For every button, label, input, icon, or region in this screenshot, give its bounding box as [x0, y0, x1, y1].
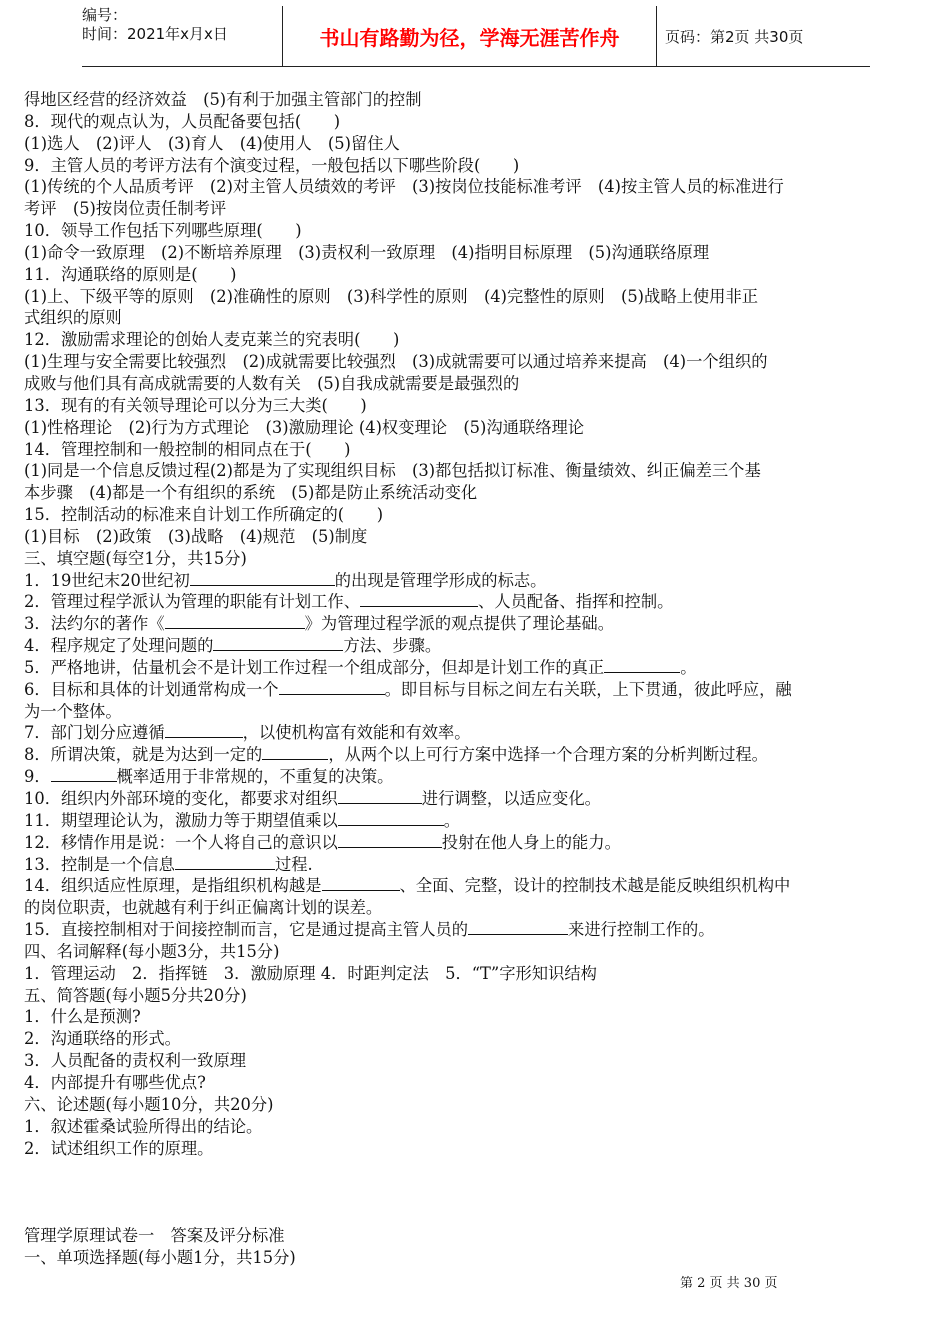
- page-footer: 第 2 页 共 30 页: [680, 1276, 778, 1291]
- fill-in-blank: [279, 679, 385, 695]
- time-label: 时间：2021年x月x日: [82, 25, 228, 43]
- fill-in-blank: [190, 570, 335, 586]
- fill-in-blank: [51, 766, 117, 782]
- text-line: [24, 810, 930, 832]
- text-line: [24, 1006, 930, 1028]
- text-line: [24, 832, 930, 854]
- line-text: 3．法约尔的著作《: [24, 614, 165, 634]
- text-line: [24, 701, 930, 723]
- line-text: (1)生理与安全需要比较强烈 (2)成就需要比较强烈 (3)成就需要可以通过培养来提高 (4)一个组织的: [24, 352, 768, 372]
- line-text: 4．内部提升有哪些优点?: [24, 1072, 206, 1092]
- fill-in-blank: [338, 832, 442, 848]
- line-text: 11．沟通联络的原则是( ): [24, 264, 237, 284]
- line-text: 8．所谓决策，就是为达到一定的: [24, 745, 263, 765]
- text-line: [24, 1072, 930, 1094]
- line-text: 2．沟通联络的形式。: [24, 1029, 181, 1049]
- line-text: 12．移情作用是说：一个人将自己的意识以: [24, 832, 338, 852]
- header-divider: [656, 6, 657, 66]
- fill-in-blank: [165, 613, 305, 629]
- text-line: [24, 264, 930, 286]
- line-text-after-blank: 方法、步骤。: [343, 636, 442, 656]
- line-text: (1)选人 (2)评人 (3)育人 (4)使用人 (5)留住人: [24, 133, 400, 153]
- text-line: [24, 744, 930, 766]
- text-line: [24, 1094, 930, 1116]
- line-text: 为一个整体。: [24, 701, 122, 721]
- text-line: [24, 1116, 930, 1138]
- text-line: [24, 133, 930, 155]
- line-text: 9．主管人员的考评方法有个演变过程，一般包括以下哪些阶段( ): [24, 155, 520, 175]
- text-line: [24, 1225, 930, 1247]
- text-line: [24, 1247, 930, 1269]
- fill-in-blank: [322, 875, 400, 891]
- text-line: [24, 198, 930, 220]
- text-line: [24, 89, 930, 111]
- text-line: [24, 111, 930, 133]
- text-line: [24, 897, 930, 919]
- line-text: 管理学原理试卷一 答案及评分标准: [24, 1225, 285, 1245]
- line-text: 4．程序规定了处理问题的: [24, 636, 214, 656]
- line-text: 10．领导工作包括下列哪些原理( ): [24, 221, 302, 241]
- line-text-after-blank: 。: [680, 657, 697, 677]
- text-line: [24, 766, 930, 788]
- blank-line: [24, 1181, 930, 1203]
- text-line: [24, 1050, 930, 1072]
- line-text: 9．: [24, 767, 51, 787]
- fill-in-blank: [175, 854, 275, 870]
- line-text: 7．部门划分应遵循: [24, 723, 165, 743]
- line-text: 六、论述题(每小题10分，共20分): [24, 1094, 274, 1114]
- text-line: [24, 941, 930, 963]
- text-line: [24, 722, 930, 744]
- line-text: 6．目标和具体的计划通常构成一个: [24, 679, 279, 699]
- blank-line: [24, 1159, 930, 1181]
- line-text: 1．19世纪末20世纪初: [24, 570, 190, 590]
- line-text: (1)命令一致原理 (2)不断培养原理 (3)责权利一致原理 (4)指明目标原理 (5)沟通联络原理: [24, 242, 710, 262]
- text-line: [24, 548, 930, 570]
- text-line: [24, 854, 930, 876]
- fill-in-blank: [165, 722, 243, 738]
- line-text: 14．组织适应性原理，是指组织机构越是: [24, 876, 322, 896]
- text-line: [24, 417, 930, 439]
- line-text-after-blank: 、人员配备、指挥和控制。: [478, 592, 674, 612]
- line-text: (1)目标 (2)政策 (3)战略 (4)规范 (5)制度: [24, 526, 368, 546]
- line-text: 四、名词解释(每小题3分，共15分): [24, 941, 280, 961]
- line-text: 5．严格地讲，估量机会不是计划工作过程一个组成部分，但却是计划工作的真正: [24, 657, 605, 677]
- header-motto: 书山有路勤为径，学海无涯苦作舟: [319, 25, 620, 50]
- text-line: [24, 919, 930, 941]
- text-line: [24, 482, 930, 504]
- page-header: [82, 6, 870, 67]
- line-text: (1)上、下级平等的原则 (2)准确性的原则 (3)科学性的原则 (4)完整性的原则 (5)战略上使用非正: [24, 286, 759, 306]
- document-body: [24, 89, 930, 1269]
- text-line: [24, 286, 930, 308]
- text-line: [24, 176, 930, 198]
- line-text: 成败与他们具有高成就需要的人数有关 (5)自我成就需要是最强烈的: [24, 373, 520, 393]
- line-text-after-blank: ，以使机构富有效能和有效率。: [242, 723, 471, 743]
- line-text-after-blank: 过程.: [274, 854, 313, 874]
- line-text: 1．叙述霍桑试验所得出的结论。: [24, 1116, 263, 1136]
- line-text: 1．什么是预测?: [24, 1007, 141, 1027]
- line-text: 三、填空题(每空1分，共15分): [24, 548, 247, 568]
- line-text-after-blank: 进行调整，以适应变化。: [421, 789, 601, 808]
- text-line: [24, 635, 930, 657]
- line-text: 的岗位职责，也就越有利于纠正偏离计划的误差。: [24, 898, 383, 918]
- text-line: [24, 657, 930, 679]
- fill-in-blank: [338, 810, 444, 826]
- line-text: 15．控制活动的标准来自计划工作所确定的( ): [24, 505, 384, 525]
- text-line: [24, 373, 930, 395]
- fill-in-blank: [360, 591, 478, 607]
- text-line: [24, 788, 930, 810]
- line-text: 一、单项选择题(每小题1分，共15分): [24, 1247, 296, 1267]
- text-line: [24, 460, 930, 482]
- text-line: [24, 439, 930, 461]
- line-text-after-blank: 》为管理过程学派的观点提供了理论基础。: [304, 614, 614, 634]
- line-text: 五、简答题(每小题5分共20分): [24, 985, 247, 1005]
- text-line: [24, 220, 930, 242]
- line-text: 8．现代的观点认为，人员配备要包括( ): [24, 111, 341, 131]
- line-text: 得地区经营的经济效益 (5)有利于加强主管部门的控制: [24, 90, 422, 109]
- line-text-after-blank: ，从两个以上可行方案中选择一个合理方案的分析判断过程。: [328, 745, 768, 765]
- line-text: (1)传统的个人品质考评 (2)对主管人员绩效的考评 (3)按岗位技能标准考评 (4)按主管人员的标准进行: [24, 177, 784, 197]
- line-text: 3．人员配备的责权利一致原理: [24, 1051, 247, 1071]
- line-text-after-blank: 投射在他人身上的能力。: [441, 832, 621, 852]
- text-line: [24, 985, 930, 1007]
- line-text: 14．管理控制和一般控制的相同点在于( ): [24, 439, 351, 459]
- text-line: [24, 1138, 930, 1160]
- line-text: 11．期望理论认为，激励力等于期望值乘以: [24, 810, 338, 830]
- line-text: 2．管理过程学派认为管理的职能有计划工作、: [24, 592, 360, 612]
- line-text: 本步骤 (4)都是一个有组织的系统 (5)都是防止系统活动变化: [24, 483, 478, 503]
- text-line: [24, 351, 930, 373]
- line-text: 12．激励需求理论的创始人麦克莱兰的究表明( ): [24, 330, 400, 350]
- text-line: [24, 526, 930, 548]
- text-line: [24, 613, 930, 635]
- header-meta: [82, 6, 282, 66]
- fill-in-blank: [262, 744, 328, 760]
- line-text-after-blank: 。即目标与目标之间左右关联，上下贯通，彼此呼应，融: [384, 679, 792, 699]
- fill-in-blank: [213, 635, 343, 651]
- blank-line: [24, 1203, 930, 1225]
- text-line: [24, 242, 930, 264]
- text-line: [24, 875, 930, 897]
- header-page-info: 页码：第2页 共30页: [665, 27, 804, 46]
- line-text: (1)性格理论 (2)行为方式理论 (3)激励理论 (4)权变理论 (5)沟通联络理论: [24, 417, 585, 437]
- code-label: 编号：: [82, 6, 128, 24]
- text-line: [24, 329, 930, 351]
- line-text-after-blank: 。: [443, 810, 461, 830]
- text-line: [24, 155, 930, 177]
- line-text-after-blank: 来进行控制工作的。: [568, 920, 715, 940]
- line-text: (1)同是一个信息反馈过程(2)都是为了实现组织目标 (3)都包括拟订标准、衡量绩效、纠正偏差三个基: [24, 461, 761, 481]
- line-text-after-blank: 的出现是管理学形成的标志。: [334, 570, 547, 590]
- line-text: 13．控制是一个信息: [24, 854, 175, 874]
- text-line: [24, 1028, 930, 1050]
- line-text: 2．试述组织工作的原理。: [24, 1138, 214, 1158]
- text-line: [24, 570, 930, 592]
- line-text: 15．直接控制相对于间接控制而言，它是通过提高主管人员的: [24, 920, 469, 940]
- text-line: [24, 963, 930, 985]
- line-text: 10．组织内外部环境的变化，都要求对组织: [24, 789, 338, 808]
- text-line: [24, 591, 930, 613]
- fill-in-blank: [338, 788, 422, 804]
- line-text: 1．管理运动 2．指挥链 3．激励原理 4．时距判定法 5．“T”字形知识结构: [24, 963, 597, 983]
- text-line: [24, 395, 930, 417]
- fill-in-blank: [604, 657, 680, 673]
- line-text: 考评 (5)按岗位责任制考评: [24, 199, 227, 219]
- text-line: [24, 679, 930, 701]
- text-line: [24, 504, 930, 526]
- text-line: [24, 307, 930, 329]
- line-text: 13．现有的有关领导理论可以分为三大类( ): [24, 395, 367, 415]
- line-text-after-blank: 、全面、完整，设计的控制技术越是能反映组织机构中: [399, 876, 791, 896]
- line-text: 式组织的原则: [24, 308, 122, 328]
- line-text-after-blank: 概率适用于非常规的，不重复的决策。: [116, 767, 394, 787]
- fill-in-blank: [468, 919, 568, 935]
